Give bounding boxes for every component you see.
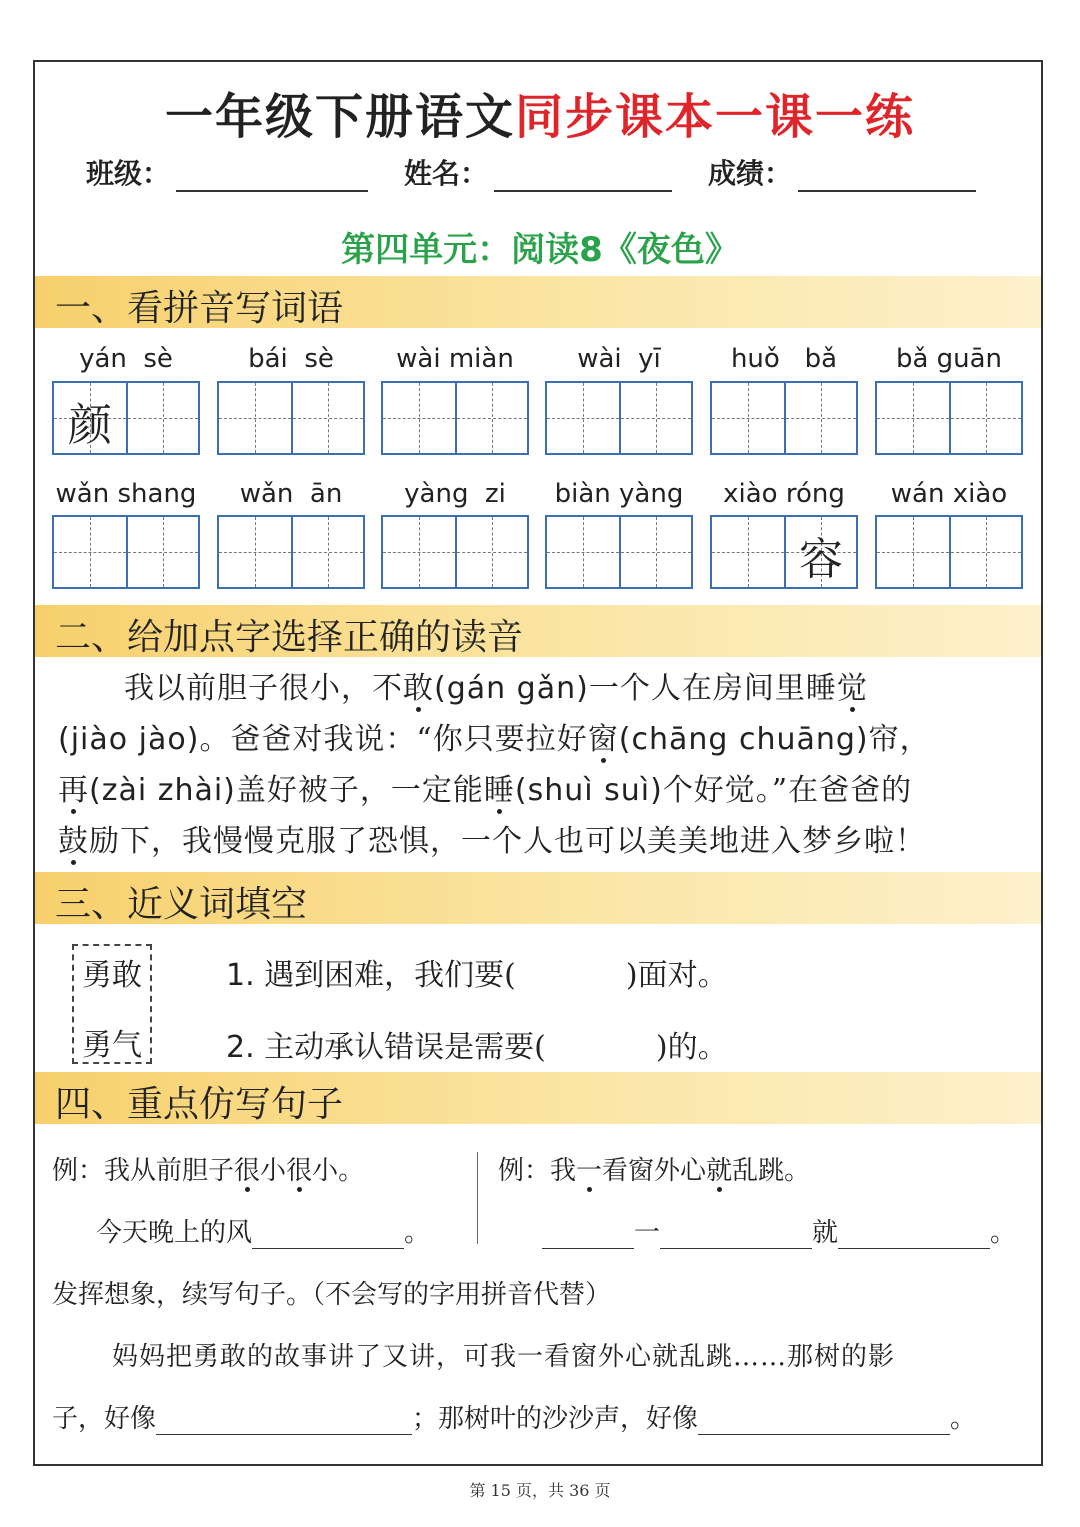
tianzige-cell[interactable] <box>383 383 457 453</box>
score-label: 成绩： <box>708 157 793 190</box>
class-label: 班级： <box>86 157 171 190</box>
passage-line2: (jiào jào)。爸爸对我说：“你只要拉好窗(chāng chuāng)帘， <box>58 722 931 757</box>
choice-gan[interactable]: (gán gǎn) <box>434 671 589 706</box>
fill-2-blank-c[interactable] <box>838 1220 990 1249</box>
pinyin-label: wài yī <box>577 344 661 374</box>
pinyin-label: wǎn ān <box>239 479 343 509</box>
section2-heading: 二、给加点字选择正确的读音 <box>55 617 524 658</box>
tianzige-cell[interactable] <box>54 383 128 453</box>
reading-passage <box>58 663 1023 867</box>
tianzige-cell[interactable] <box>877 517 951 587</box>
pinyin-label: wǎn shang <box>55 479 197 509</box>
story-line1: 妈妈把勇敢的故事讲了又讲，可我一看窗外心就乱跳……那树的影 <box>112 1342 896 1372</box>
pinyin-label: yàng zi <box>404 479 506 509</box>
tianzige-cell[interactable] <box>712 383 786 453</box>
section2-band <box>35 605 1041 657</box>
name-label: 姓名： <box>404 157 489 190</box>
score-blank[interactable] <box>798 160 976 192</box>
page-footer: 第 15 页，共 36 页 <box>469 1481 611 1500</box>
dotted-char-chuang: 窗 <box>587 722 619 757</box>
pinyin-label: xiào róng <box>723 479 845 509</box>
passage-line3: 再(zài zhài)盖好被子，一定能睡(shuì suì)个好觉。”在爸爸的 <box>58 773 913 808</box>
word-bank <box>72 944 152 1064</box>
writing-grid <box>52 515 200 589</box>
fill-2-blank-a[interactable] <box>542 1220 634 1249</box>
section1-band <box>35 276 1041 328</box>
writing-grid <box>217 515 365 589</box>
choice-zai[interactable]: (zài zhài) <box>89 773 236 808</box>
tianzige-cell[interactable] <box>621 383 691 453</box>
word-yongqi: 勇气 <box>82 1028 142 1063</box>
unit-title: 第四单元：阅读8《夜色》 <box>341 230 739 270</box>
class-blank[interactable] <box>176 160 368 192</box>
page-title <box>0 78 1080 147</box>
tianzige-cell[interactable] <box>54 517 128 587</box>
writing-grid <box>381 515 529 589</box>
pinyin-label: biàn yàng <box>554 479 684 509</box>
dotted-char-gan: 敢 <box>403 671 434 706</box>
tianzige-cell[interactable] <box>383 517 457 587</box>
tianzige-cell[interactable] <box>951 517 1021 587</box>
writing-grid <box>52 381 200 455</box>
story-blank-1[interactable] <box>156 1406 412 1435</box>
choice-shui[interactable]: (shuì suì) <box>514 773 663 808</box>
pinyin-label: wài miàn <box>396 344 514 374</box>
divider <box>477 1152 478 1244</box>
class-field <box>86 152 368 192</box>
writing-grid <box>545 381 693 455</box>
section3-band <box>35 872 1041 924</box>
writing-grid <box>217 381 365 455</box>
tianzige-cell[interactable] <box>712 517 786 587</box>
pinyin-label: yán sè <box>79 344 173 374</box>
dotted-char-shui: 睡 <box>483 773 515 808</box>
tianzige-cell[interactable] <box>219 517 293 587</box>
tianzige-cell[interactable] <box>128 517 198 587</box>
section4-band <box>35 1072 1041 1124</box>
pinyin-label: huǒ bǎ <box>730 344 838 374</box>
name-blank[interactable] <box>494 160 672 192</box>
fill-2-blank-b[interactable] <box>660 1220 812 1249</box>
story-line2: 子，好像 ；那树叶的沙沙声，好像 。 <box>52 1404 977 1434</box>
dotted-char-jiao: 觉 <box>836 671 868 706</box>
fill-1-blank[interactable] <box>252 1220 404 1249</box>
tianzige-cell[interactable] <box>621 517 691 587</box>
writing-grid <box>875 381 1023 455</box>
tianzige-cell[interactable] <box>457 383 527 453</box>
cell-character: 容 <box>799 534 843 585</box>
cell-character: 颜 <box>68 400 112 451</box>
question-2: 2. 主动承认错误是需要( )的。 <box>226 1030 728 1065</box>
choice-jiao[interactable]: (jiào jào) <box>58 722 200 757</box>
word-yonggan: 勇敢 <box>82 958 142 993</box>
section3-heading: 三、近义词填空 <box>55 884 308 925</box>
section4-heading: 四、重点仿写句子 <box>55 1084 344 1125</box>
section1-heading: 一、看拼音写词语 <box>55 288 344 329</box>
choice-chuang[interactable]: (chāng chuāng) <box>618 722 869 757</box>
tianzige-cell[interactable] <box>219 383 293 453</box>
tianzige-cell[interactable] <box>128 383 198 453</box>
dotted-char-gu: 鼓 <box>58 824 89 859</box>
writing-grid <box>381 381 529 455</box>
tianzige-cell[interactable] <box>786 517 856 587</box>
fill-2: 一 就 。 <box>542 1212 1016 1249</box>
writing-grid <box>710 381 858 455</box>
tianzige-cell[interactable] <box>457 517 527 587</box>
name-field <box>404 152 672 192</box>
question-1: 1. 遇到困难，我们要( )面对。 <box>226 958 728 993</box>
instruction: 发挥想象，续写句子。（不会写的字用拼音代替） <box>52 1280 612 1310</box>
passage-line1: 我以前胆子很小，不敢(gán gǎn)一个人在房间里睡觉 <box>124 671 868 706</box>
tianzige-cell[interactable] <box>293 383 363 453</box>
example-2: 例：我一看窗外心就乱跳。 <box>498 1156 811 1186</box>
dotted-char-zai: 再 <box>58 773 89 808</box>
story-blank-2[interactable] <box>698 1406 950 1435</box>
tianzige-cell[interactable] <box>293 517 363 587</box>
pinyin-label: bǎ guān <box>895 344 1003 374</box>
passage-line4: 鼓励下，我慢慢克服了恐惧，一个人也可以美美地进入梦乡啦！ <box>58 824 926 859</box>
score-field <box>708 152 976 192</box>
writing-grid <box>710 515 858 589</box>
tianzige-cell[interactable] <box>786 383 856 453</box>
pinyin-label: bái sè <box>248 344 334 374</box>
tianzige-cell[interactable] <box>877 383 951 453</box>
pinyin-label: wán xiào <box>890 479 1008 509</box>
fill-1: 今天晚上的风 。 <box>96 1218 431 1248</box>
example-1: 例：我从前胆子很小很小。 <box>52 1156 365 1186</box>
writing-grid <box>875 515 1023 589</box>
title-part2: 同步课本一课一练 <box>515 89 916 145</box>
tianzige-cell[interactable] <box>547 517 621 587</box>
writing-grid <box>545 515 693 589</box>
title-part1: 一年级下册语文 <box>164 89 515 145</box>
tianzige-cell[interactable] <box>951 383 1021 453</box>
tianzige-cell[interactable] <box>547 383 621 453</box>
